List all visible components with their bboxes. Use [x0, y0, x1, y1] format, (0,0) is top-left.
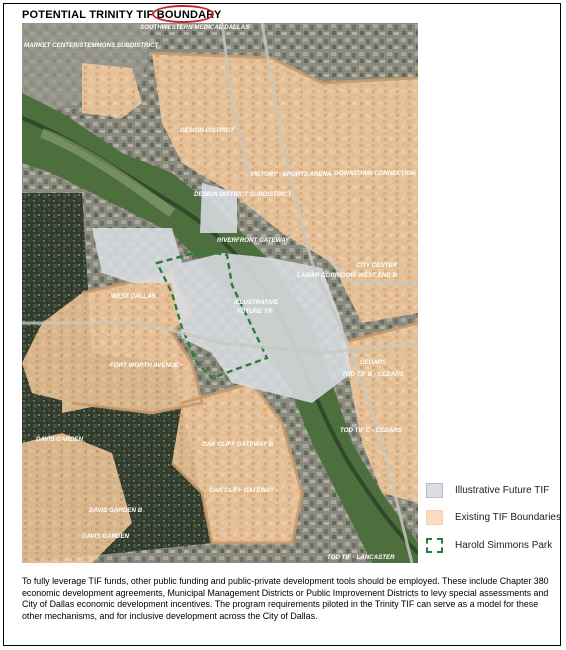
label-city-center: CITY CENTER: [356, 262, 398, 269]
label-davis-garden: DAVIS GARDEN: [36, 436, 83, 443]
legend-item-park: [426, 535, 552, 555]
label-downtown: DOWNTOWN CONNECTION: [334, 170, 416, 177]
body-paragraph: To fully leverage TIF funds, other public funding and public-private development tools should be employed. These include Chapter 380 economic development agreements, Municipal Management Districts or Public Improvement Districts to levy special assessments and City of Dallas economic development incentives. The program requirements piloted in the Trinity TIF can serve as a model for these other mechanisms, and for inclusive development across the City of Dallas.: [22, 576, 549, 621]
label-riverfront: RIVERFRONT GATEWAY: [217, 237, 290, 244]
legend-label: Illustrative Future TIF: [455, 484, 550, 496]
title-circled-text: BOUNDARY: [156, 9, 222, 21]
label-west-dallas: WEST DALLAS: [111, 293, 156, 300]
legend-swatch-grey: [426, 483, 443, 498]
label-tod-cedars: TOD TIF B - CEDARS: [342, 371, 404, 378]
label-cedars: CEDARS: [360, 359, 387, 366]
label-illustrative-1: ILLUSTRATIVE: [234, 299, 278, 306]
legend-label: Harold Simmons Park: [455, 539, 553, 551]
label-fort-worth: FORT WORTH AVENUE -: [110, 362, 183, 369]
label-market-center: MARKET CENTER/STEMMONS SUBDISTRICT: [24, 42, 159, 49]
page-title: [22, 9, 222, 21]
legend-item-future-tif: [426, 480, 549, 500]
title-circled-word: [157, 9, 222, 21]
legend-swatch-tan: [426, 510, 443, 525]
legend-label: Existing TIF Boundaries: [455, 511, 561, 523]
label-lamar: LAMAR CORRIDOR/ WEST END B: [297, 272, 398, 279]
tif-map: [22, 23, 418, 563]
label-davis-garden-b: DAVIS GARDEN B: [89, 507, 143, 514]
label-tod-cedars-2: TOD TIF C - CEDARS: [340, 427, 402, 434]
label-illustrative-2: FUTURE TIF: [237, 308, 274, 315]
label-oak-cliff: OAK CLIFF GATEWAY -: [209, 487, 278, 494]
legend-swatch-green-dashed: [426, 538, 443, 553]
label-tod-lancaster: TOD TIF - LANCASTER: [327, 554, 395, 561]
title-prefix: POTENTIAL TRINITY TIF: [22, 9, 157, 21]
label-oak-cliff-b: OAK CLIFF GATEWAY B: [202, 441, 274, 448]
label-davis-garden-2: DAVIS GARDEN: [82, 533, 129, 540]
red-circle-annotation: [152, 5, 214, 23]
map-svg: [22, 23, 418, 563]
legend-item-existing-tif: [426, 507, 561, 527]
label-design-district: DESIGN DISTRICT: [180, 127, 234, 134]
label-southwestern: SOUTHWESTERN MEDICAL DALLAS: [140, 24, 250, 31]
label-victory: VICTORY - SPORTS ARENA: [250, 171, 332, 178]
label-design-sub: DESIGN DISTRICT SUBDISTRICT: [194, 191, 292, 198]
